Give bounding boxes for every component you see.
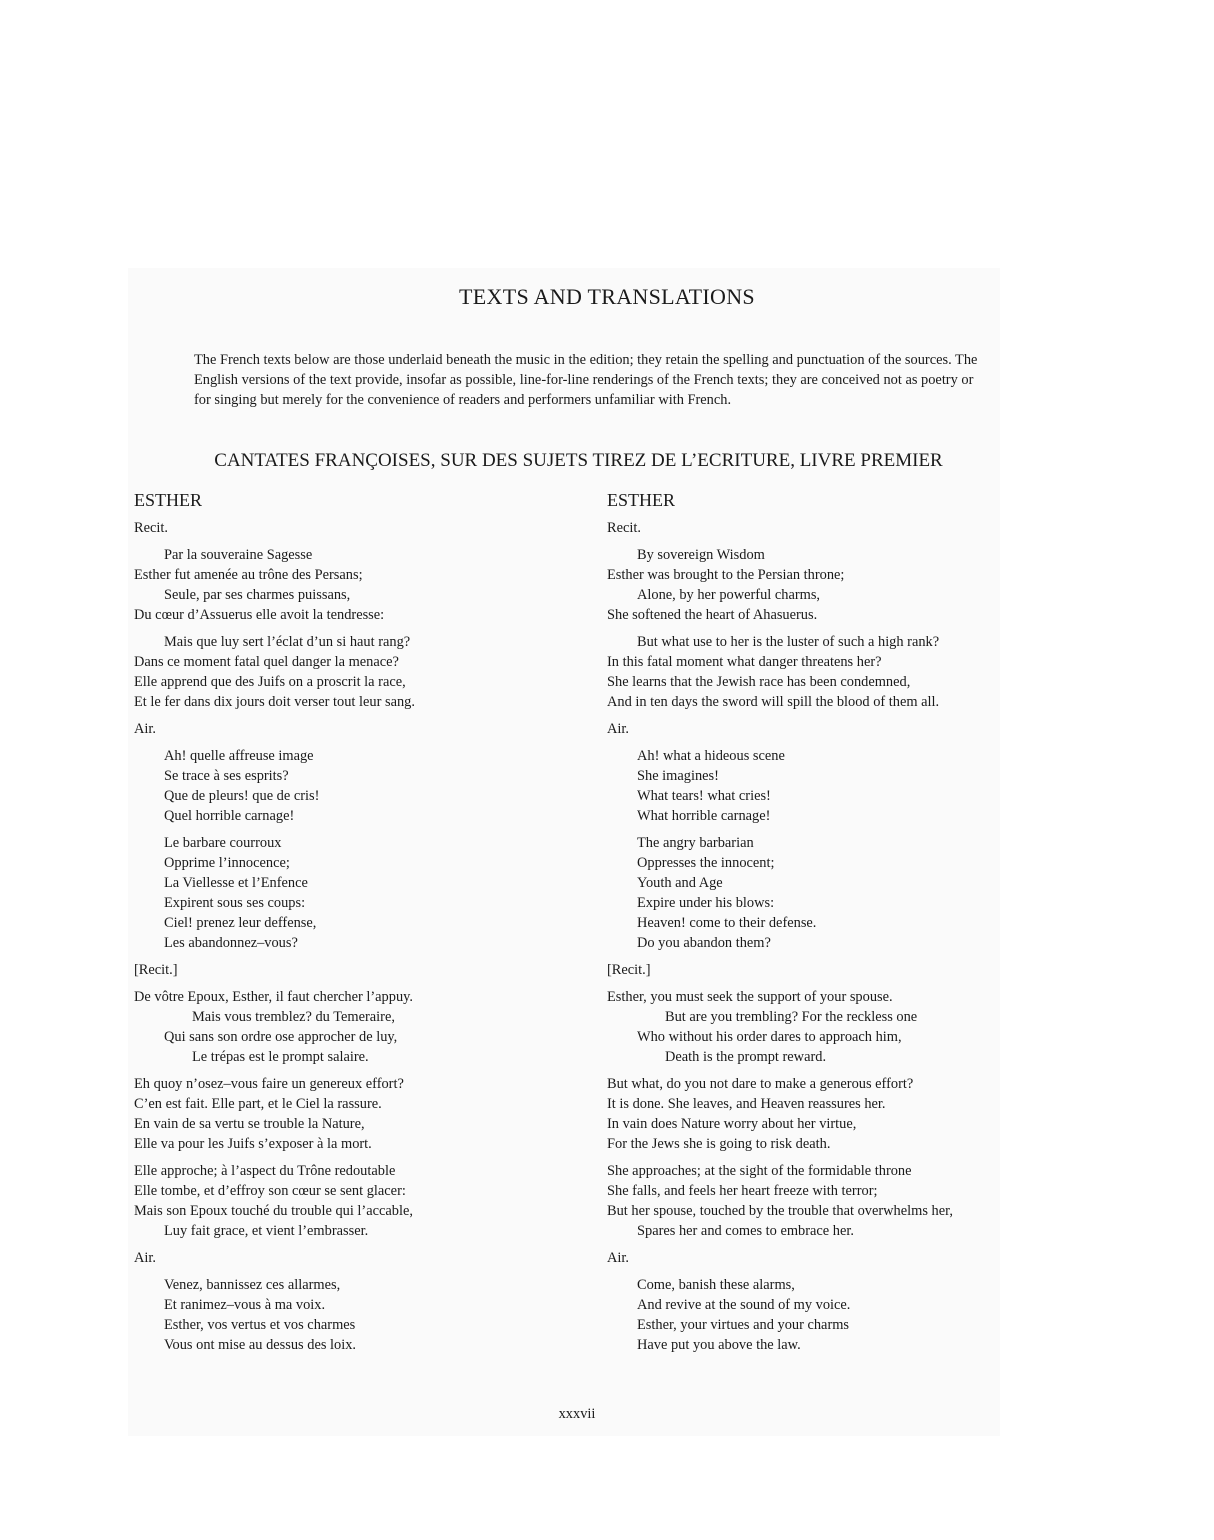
verse-line: Le barbare courroux: [164, 835, 282, 851]
verse-line: What horrible carnage!: [637, 808, 771, 824]
verse-line: Esther fut amenée au trône des Persans;: [134, 567, 363, 583]
collection-subtitle: CANTATES FRANÇOISES, SUR DES SUJETS TIREZ DE L’ECRITURE, LIVRE PREMIER: [214, 450, 943, 471]
verse-line: Alone, by her powerful charms,: [637, 587, 821, 603]
verse-line: Come, banish these alarms,: [637, 1277, 795, 1293]
verse-line: Mais que luy sert l’éclat d’un si haut rang?: [164, 634, 411, 650]
verse-line: But what, do you not dare to make a generous effort?: [607, 1076, 914, 1092]
verse-line: Who without his order dares to approach him,: [637, 1029, 902, 1045]
stanza: [607, 1161, 1002, 1241]
verse-line: Se trace à ses esprits?: [164, 768, 289, 784]
english-text-column: [607, 490, 1002, 1362]
stanza: [134, 746, 554, 826]
stanza: [134, 987, 554, 1067]
french-text-column: [134, 490, 554, 1362]
verse-line: Ah! what a hideous scene: [637, 748, 785, 764]
verse-line: In vain does Nature worry about her virtue,: [607, 1116, 857, 1132]
stanza: [134, 1161, 554, 1241]
verse-line: Ah! quelle affreuse image: [164, 748, 314, 764]
english-column-title: ESTHER: [607, 490, 676, 510]
verse-line: But her spouse, touched by the trouble that overwhelms her,: [607, 1203, 953, 1219]
verse-line: Elle va pour les Juifs s’exposer à la mort.: [134, 1136, 372, 1152]
verse-line: Seule, par ses charmes puissans,: [164, 587, 351, 603]
verse-line: Youth and Age: [637, 875, 723, 891]
verse-line: Et ranimez–vous à ma voix.: [164, 1297, 326, 1313]
page-number: xxxvii: [558, 1406, 596, 1422]
verse-line: Elle tombe, et d’effroy son cœur se sent glacer:: [134, 1183, 406, 1199]
section-label: Air.: [607, 721, 629, 737]
section-label: Recit.: [134, 520, 168, 536]
verse-line: She falls, and feels her heart freeze with terror;: [607, 1183, 878, 1199]
verse-line: Par la souveraine Sagesse: [164, 547, 313, 563]
stanza: [607, 833, 1002, 953]
verse-line: En vain de sa vertu se trouble la Nature,: [134, 1116, 365, 1132]
verse-line: Esther, your virtues and your charms: [637, 1317, 850, 1333]
verse-line: Quel horrible carnage!: [164, 808, 295, 824]
verse-line: And revive at the sound of my voice.: [637, 1297, 851, 1313]
stanza: [134, 833, 554, 953]
verse-line: Les abandonnez–vous?: [164, 935, 298, 951]
verse-line: Eh quoy n’osez–vous faire un genereux effort?: [134, 1076, 404, 1092]
verse-line: La Viellesse et l’Enfence: [164, 875, 308, 891]
verse-line: She imagines!: [637, 768, 719, 784]
stanza: [607, 545, 1002, 625]
verse-line: Esther, you must seek the support of your spouse.: [607, 989, 893, 1005]
verse-line: But are you trembling? For the reckless one: [665, 1009, 918, 1025]
stanza: [607, 1074, 1002, 1154]
verse-line: Du cœur d’Assuerus elle avoit la tendresse:: [134, 607, 385, 623]
verse-line: In this fatal moment what danger threatens her?: [607, 654, 882, 670]
verse-line: And in ten days the sword will spill the blood of them all.: [607, 694, 940, 710]
verse-line: But what use to her is the luster of such a high rank?: [637, 634, 940, 650]
stanza: [607, 746, 1002, 826]
section-label: Air.: [134, 721, 156, 737]
page-title: TEXTS AND TRANSLATIONS: [459, 284, 755, 309]
verse-line: For the Jews she is going to risk death.: [607, 1136, 831, 1152]
verse-line: By sovereign Wisdom: [637, 547, 765, 563]
verse-line: C’en est fait. Elle part, et le Ciel la rassure.: [134, 1096, 382, 1112]
verse-line: Venez, bannissez ces allarmes,: [164, 1277, 341, 1293]
section-label: [Recit.]: [134, 962, 178, 978]
verse-line: She learns that the Jewish race has been condemned,: [607, 674, 911, 690]
verse-line: Dans ce moment fatal quel danger la menace?: [134, 654, 399, 670]
stanza: [607, 987, 1002, 1067]
verse-line: Oppresses the innocent;: [637, 855, 775, 871]
stanza: [607, 632, 1002, 712]
verse-line: Qui sans son ordre ose approcher de luy,: [164, 1029, 398, 1045]
verse-line: De vôtre Epoux, Esther, il faut chercher l’appuy.: [134, 989, 414, 1005]
verse-line: Mais son Epoux touché du trouble qui l’accable,: [134, 1203, 413, 1219]
verse-line: Que de pleurs! que de cris!: [164, 788, 320, 804]
verse-line: Elle approche; à l’aspect du Trône redoutable: [134, 1163, 396, 1179]
verse-line: Esther was brought to the Persian throne;: [607, 567, 845, 583]
verse-line: Luy fait grace, et vient l’embrasser.: [164, 1223, 369, 1239]
verse-line: Spares her and comes to embrace her.: [637, 1223, 854, 1239]
section-label: Air.: [134, 1250, 156, 1266]
verse-line: Et le fer dans dix jours doit verser tout leur sang.: [134, 694, 415, 710]
verse-line: Do you abandon them?: [637, 935, 771, 951]
verse-line: Expire under his blows:: [637, 895, 775, 911]
verse-line: She softened the heart of Ahasuerus.: [607, 607, 818, 623]
section-label: Air.: [607, 1250, 629, 1266]
section-label: Recit.: [607, 520, 641, 536]
verse-line: Opprime l’innocence;: [164, 855, 290, 871]
section-label: [Recit.]: [607, 962, 651, 978]
verse-line: It is done. She leaves, and Heaven reassures her.: [607, 1096, 886, 1112]
verse-line: Elle apprend que des Juifs on a proscrit la race,: [134, 674, 406, 690]
verse-line: Ciel! prenez leur deffense,: [164, 915, 317, 931]
verse-line: Have put you above the law.: [637, 1337, 801, 1353]
verse-line: The angry barbarian: [637, 835, 754, 851]
verse-line: What tears! what cries!: [637, 788, 771, 804]
stanza: [607, 1275, 1002, 1355]
stanza: [134, 632, 554, 712]
verse-line: Heaven! come to their defense.: [637, 915, 817, 931]
verse-line: Death is the prompt reward.: [665, 1049, 827, 1065]
verse-line: Vous ont mise au dessus des loix.: [164, 1337, 357, 1353]
verse-line: Expirent sous ses coups:: [164, 895, 306, 911]
intro-paragraph: The French texts below are those underlaid beneath the music in the edition; they retain the spelling and punctuation of the sources. The English versions of the text provide, insofar as possible, line-for-line renderings of the French texts; they are conceived not as poetry or for singing but merely for the convenience of readers and performers unfamiliar with French.: [194, 352, 978, 408]
verse-line: Le trépas est le prompt salaire.: [192, 1049, 369, 1065]
french-column-title: ESTHER: [134, 490, 203, 510]
stanza: [134, 545, 554, 625]
stanza: [134, 1275, 554, 1355]
verse-line: Esther, vos vertus et vos charmes: [164, 1317, 356, 1333]
verse-line: Mais vous tremblez? du Temeraire,: [192, 1009, 395, 1025]
stanza: [134, 1074, 554, 1154]
verse-line: She approaches; at the sight of the formidable throne: [607, 1163, 912, 1179]
